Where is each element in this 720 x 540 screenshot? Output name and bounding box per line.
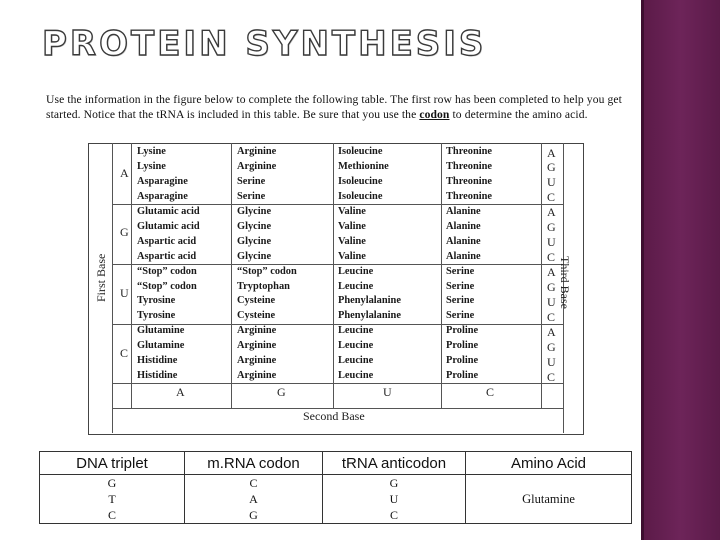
amino-acid-entry: Tyrosine bbox=[137, 310, 176, 322]
amino-acid-entry: Asparagine bbox=[137, 175, 188, 187]
answer-table-header-row bbox=[40, 452, 632, 475]
first-base-letter: G bbox=[120, 225, 129, 239]
third-base-letter: C bbox=[547, 309, 556, 324]
amino-acid-entry: Histidine bbox=[137, 355, 178, 367]
amino-acid-entry: Valine bbox=[338, 250, 366, 262]
header-mrna-codon: m.RNA codon bbox=[185, 452, 323, 475]
amino-acid-entry: Threonine bbox=[446, 160, 492, 172]
amino-acid-entry: Arginine bbox=[237, 340, 277, 352]
amino-acid-entry: Alanine bbox=[446, 220, 481, 232]
answer-table bbox=[39, 451, 632, 524]
amino-acid-entry: Cysteine bbox=[237, 310, 276, 322]
amino-acid-entry: Aspartic acid bbox=[137, 235, 197, 247]
amino-acid-entry: Threonine bbox=[446, 146, 492, 157]
third-base-letter: G bbox=[547, 160, 556, 175]
answer-table-row bbox=[40, 475, 632, 524]
amino-acid-entry: Proline bbox=[446, 340, 479, 352]
amino-acid-cell: Glutamine bbox=[466, 475, 632, 524]
amino-acid-entry: Proline bbox=[446, 355, 479, 367]
third-base-letter: A bbox=[547, 265, 556, 280]
amino-acid-entry: Methionine bbox=[338, 160, 389, 172]
amino-acid-entry: Arginine bbox=[237, 370, 277, 382]
amino-acid-entry: Alanine bbox=[446, 250, 481, 262]
amino-acid-entry: “Stop” codon bbox=[137, 280, 197, 292]
first-base-letter: U bbox=[120, 286, 129, 300]
third-base-letter: U bbox=[547, 175, 556, 190]
chart-divider bbox=[441, 143, 442, 408]
amino-acid-entry: Glutamine bbox=[137, 325, 185, 337]
amino-acid-entry: Isoleucine bbox=[338, 175, 383, 187]
amino-acid-entry: Aspartic acid bbox=[137, 250, 197, 262]
chart-divider bbox=[333, 143, 334, 408]
chart-divider bbox=[131, 143, 132, 408]
amino-acid-entry: Lysine bbox=[137, 160, 166, 172]
amino-acid-entry: Serine bbox=[446, 265, 475, 277]
amino-acid-entry: Serine bbox=[237, 175, 266, 187]
instructions-part2: to determine the amino acid. bbox=[449, 107, 588, 121]
amino-acid-entry: Glutamine bbox=[137, 340, 185, 352]
amino-acid-entry: Leucine bbox=[338, 265, 374, 277]
trna-anticodon-cell bbox=[323, 475, 466, 524]
second-base-letter: U bbox=[383, 385, 392, 399]
mrna-base: G bbox=[249, 508, 258, 522]
first-base-letter: C bbox=[120, 346, 129, 360]
third-base-letter: C bbox=[547, 250, 556, 264]
instructions-text bbox=[46, 93, 631, 122]
amino-acid-entry: Glycine bbox=[237, 250, 272, 262]
amino-acid-entry: Arginine bbox=[237, 160, 277, 172]
decorative-side-band bbox=[641, 0, 720, 540]
dna-base: T bbox=[108, 492, 116, 506]
second-base-label: Second Base bbox=[303, 409, 365, 423]
chart-divider bbox=[541, 143, 542, 408]
amino-acid-entry: Leucine bbox=[338, 280, 374, 292]
third-base-letter: A bbox=[547, 145, 556, 160]
amino-acid-entry: Serine bbox=[446, 280, 475, 292]
amino-acid-entry: Valine bbox=[338, 205, 366, 217]
amino-acid-entry: Proline bbox=[446, 325, 479, 337]
trna-base: U bbox=[389, 492, 399, 506]
amino-acid-entry: Glycine bbox=[237, 235, 272, 247]
amino-acid-entry: Serine bbox=[237, 190, 266, 202]
amino-acid-entry: Glycine bbox=[237, 205, 272, 217]
header-amino-acid: Amino Acid bbox=[466, 452, 632, 475]
header-dna-triplet: DNA triplet bbox=[40, 452, 185, 475]
header-trna-anticodon: tRNA anticodon bbox=[323, 452, 466, 475]
third-base-letter: G bbox=[547, 280, 556, 294]
third-base-letter: A bbox=[547, 324, 556, 339]
first-base-label: First Base bbox=[94, 253, 108, 302]
amino-acid-entry: Isoleucine bbox=[338, 146, 383, 157]
amino-acid-entry: Tryptophan bbox=[237, 280, 290, 292]
instructions-codon-word: codon bbox=[419, 107, 450, 121]
amino-acid-entry: Arginine bbox=[237, 146, 277, 157]
amino-acid-entry: Histidine bbox=[137, 370, 178, 382]
dna-triplet-cell bbox=[40, 475, 185, 524]
amino-acid-entry: “Stop” codon bbox=[137, 265, 197, 277]
amino-acid-entry: Leucine bbox=[338, 370, 374, 382]
amino-acid-entry: Leucine bbox=[338, 355, 374, 367]
third-base-letter: U bbox=[547, 354, 556, 369]
amino-acid-entry: Cysteine bbox=[237, 295, 276, 307]
mrna-base: A bbox=[249, 492, 258, 506]
amino-acid-entry: Threonine bbox=[446, 190, 492, 202]
amino-acid-entry: Phenylalanine bbox=[338, 310, 401, 322]
amino-acid-entry: Phenylalanine bbox=[338, 295, 401, 307]
amino-acid-entry: Valine bbox=[338, 220, 366, 232]
amino-acid-entry: Arginine bbox=[237, 355, 277, 367]
amino-acid-entry: Leucine bbox=[338, 325, 374, 337]
amino-acid-entry: Asparagine bbox=[137, 190, 188, 202]
amino-acid-entry: Serine bbox=[446, 310, 475, 322]
amino-acid-entry: Serine bbox=[446, 295, 475, 307]
third-base-letter: U bbox=[547, 235, 556, 250]
trna-base: C bbox=[389, 508, 398, 522]
chart-divider bbox=[112, 143, 113, 433]
amino-acid-entry: Lysine bbox=[137, 146, 166, 157]
third-base-label: Third Base bbox=[558, 256, 572, 309]
second-base-letter: G bbox=[277, 385, 286, 399]
third-base-letter: G bbox=[547, 220, 556, 235]
dna-base: G bbox=[107, 476, 117, 490]
amino-acid-entry: Arginine bbox=[237, 325, 277, 337]
third-base-letter: C bbox=[547, 369, 556, 384]
third-base-letter: U bbox=[547, 294, 556, 309]
amino-acid-entry: Glutamic acid bbox=[137, 220, 200, 232]
amino-acid-entry: Isoleucine bbox=[338, 190, 383, 202]
first-base-letter: A bbox=[120, 166, 129, 180]
instructions-part1: Use the information in the figure below to complete the following table. The first row has been completed to help you get started. Notice that the tRNA is included in this table. Be sure that you use the bbox=[46, 93, 622, 121]
amino-acid-entry: Proline bbox=[446, 370, 479, 382]
amino-acid-entry: Alanine bbox=[446, 235, 481, 247]
chart-divider bbox=[231, 143, 232, 408]
dna-base: C bbox=[107, 508, 116, 522]
third-base-letter: A bbox=[547, 205, 556, 220]
amino-acid-entry: Leucine bbox=[338, 340, 374, 352]
mrna-base: C bbox=[249, 476, 258, 490]
amino-acid-entry: “Stop” codon bbox=[237, 265, 297, 277]
amino-acid-entry: Glutamic acid bbox=[137, 205, 200, 217]
amino-acid-entry: Glycine bbox=[237, 220, 272, 232]
mrna-codon-cell bbox=[185, 475, 323, 524]
amino-acid-entry: Threonine bbox=[446, 175, 492, 187]
amino-acid-entry: Tyrosine bbox=[137, 295, 176, 307]
second-base-letter: A bbox=[176, 385, 185, 399]
amino-acid-entry: Valine bbox=[338, 235, 366, 247]
trna-base: G bbox=[389, 476, 399, 490]
slide-title: PROTEIN SYNTHESIS bbox=[42, 24, 487, 64]
amino-acid-entry: Alanine bbox=[446, 205, 481, 217]
second-base-letter: C bbox=[486, 385, 495, 399]
third-base-letter: G bbox=[547, 339, 556, 354]
third-base-letter: C bbox=[547, 190, 556, 205]
